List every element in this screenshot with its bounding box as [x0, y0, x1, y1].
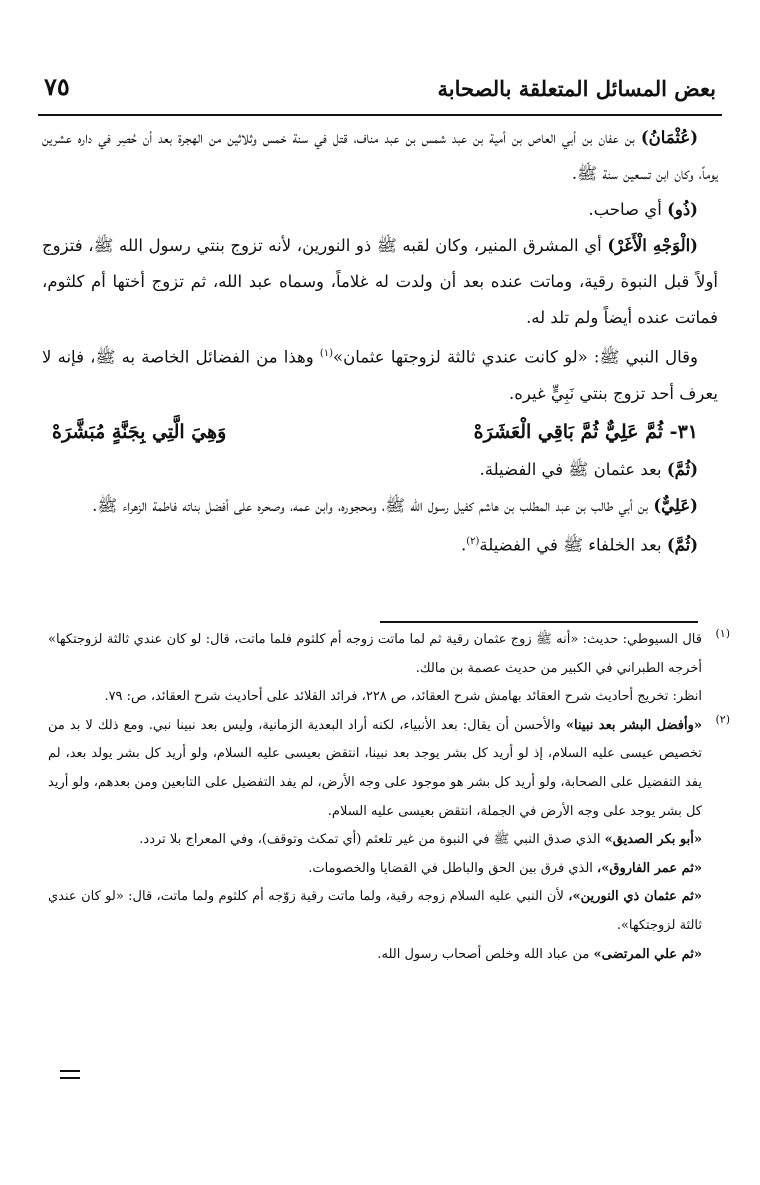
- paragraph-thumma-1: [42, 452, 718, 488]
- footnote-text: الذي صدق النبي ﷺ في النبوة من غير تلعثم (أي تمكث وتوقف)، وفي المعراج بلا تردد.: [139, 832, 605, 848]
- footnote-text: الذي فرق بين الحق والباطل في القضايا والخصومات.: [308, 860, 598, 876]
- paragraph-ali: [42, 488, 718, 524]
- footnote-2-umar: [48, 855, 708, 884]
- page-header: [38, 68, 722, 116]
- paragraph-text: بعد عثمان ﷺ في الفضيلة.: [479, 459, 667, 479]
- term-dhu: (ذُو): [667, 200, 698, 219]
- paragraph-text: وهذا من الفضائل الخاصة به ﷺ، فإنه لا يعرف أحد تزوج بنتي نَبِيٍّ غيره.: [42, 347, 718, 403]
- continuation-mark: [60, 1070, 80, 1079]
- verse-line: [42, 412, 718, 452]
- paragraph-text: أي المشرق المنير، وكان لقبه ﷺ ذو النورين، لأنه تزوج بنتي رسول الله ﷺ، فتزوج أولاً قبل النبوة رقية، وماتت عنده بعد أن ولدت له غلاماً، وسماه عبد الله، ثم تزوج أختها أم كلثوم، فماتت عنده أيضاً ولم تلد له.: [42, 236, 718, 327]
- term-uthman: (عُثْمَانُ): [640, 128, 698, 147]
- footnote-2-uthman: [48, 883, 708, 940]
- term-thumma: (ثُمَّ): [666, 535, 698, 554]
- term-ali: (عَلِيٌّ): [653, 495, 698, 515]
- paragraph-thumma-2: [42, 524, 718, 564]
- footnote-term: «ثم عمر الفاروق»،: [597, 860, 702, 876]
- footnote-2-ali: [48, 941, 708, 970]
- verse-first-hemistich: ٣١- ثُمَّ عَلِيٌّ ثُمَّ بَاقِي الْعَشَرَهْ: [473, 420, 698, 443]
- footnote-text: انظر: تخريج أحاديث شرح العقائد بهامش شرح العقائد، ص ٢٢٨، فرائد القلائد على أحاديث شرح العقائد، ص: ٧٩.: [104, 689, 702, 705]
- footnote-marker-1: (١): [715, 627, 730, 640]
- paragraph-dhu: [42, 192, 718, 228]
- footnote-text: قال السيوطي: حديث: «أنه ﷺ زوج عثمان رقية ثم لما ماتت زوجه أم كلثوم فلما ماتت، قال: لو كان عندي ثالثة لزوجتكها» أخرجه الطبراني في الكبير من حديث عصمة بن مالك.: [48, 632, 702, 676]
- footnote-ref-2[interactable]: (٢): [466, 535, 480, 547]
- footnote-2-abu-bakr: [48, 826, 708, 855]
- term-wajh: (الْوَجْهِ الْأَغَرْ): [607, 236, 698, 255]
- footnote-1-reference: [48, 683, 708, 712]
- verse-second-hemistich: وَهِيَ الَّتِي بِجَنَّةٍ مُبَشَّرَهْ: [52, 420, 227, 443]
- footnote-2: [48, 712, 730, 826]
- paragraph-uthman: [42, 120, 718, 192]
- main-text: [42, 120, 718, 563]
- paragraph-text: أي صاحب.: [588, 200, 668, 219]
- term-thumma: (ثُمَّ): [666, 459, 698, 479]
- paragraph-end: .: [460, 535, 467, 554]
- footnote-term: «وأفضل البشر بعد نبينا»: [565, 717, 702, 733]
- footnote-term: «أبو بكر الصديق»: [604, 832, 702, 848]
- paragraph-hadith: [42, 336, 718, 412]
- paragraph-wajh: [42, 228, 718, 336]
- paragraph-text: بعد الخلفاء ﷺ في الفضيلة: [479, 535, 667, 554]
- paragraph-text: بن أبي طالب بن عبد المطلب بن هاشم كفيل رسول الله ﷺ، ومحجوره، وابن عمه، وصحره على أفضل بناته فاطمة الزهراء ﷺ.: [92, 495, 654, 515]
- footnote-1: [48, 626, 730, 683]
- footnote-text: لأن النبي عليه السلام زوجه رقية، ولما ماتت رقية زوّجه أم كلثوم ولما ماتت، قال: «لو كان عندي ثالثة لزوجتكها».: [48, 889, 702, 933]
- paragraph-text: وقال النبي ﷺ: «لو كانت عندي ثالثة لزوجتها عثمان»: [333, 347, 698, 367]
- footnotes: [48, 626, 730, 969]
- footnote-term: «ثم عثمان ذي النورين»،: [568, 889, 703, 905]
- page-number: ٧٥: [44, 72, 70, 101]
- footnote-ref-1[interactable]: (١): [319, 348, 334, 359]
- footnote-separator: [380, 621, 698, 623]
- running-title: بعض المسائل المتعلقة بالصحابة: [437, 76, 716, 101]
- footnote-marker-2: (٢): [715, 712, 730, 726]
- footnote-term: «ثم علي المرتضى»: [593, 946, 702, 962]
- paragraph-text: بن عفان بن أبي العاص بن أمية بن عبد شمس بن عبد مناف، قتل في سنة خمس وثلاثين من الهجرة بعد أن حُصِر في داره عشرين يوماً، وكان ابن تسعين سنة ﷺ.: [42, 128, 718, 183]
- footnote-text: والأحسن أن يقال: بعد الأنبياء، لكنه أراد البعدية الزمانية، وليس بعد نبينا نبي. ومع ذلك لا بد من تخصيص عيسى عليه السلام، إذ لو أريد كل بشر يوجد بعد نبينا، انتقض بعيسى عليه السلام، ولو أريد كل بشر يولد بعد، لم يفد التفضيل على الصحابة، ولو أريد كل بشر هو موجود على وجه الأرض، لم يفد التفضيل على التابعين ومن بعدهم، ولو أريد كل بشر يوجد على وجه الأرض في الجملة، انتقض بعيسى عليه السلام.: [48, 717, 702, 819]
- footnote-text: من عباد الله وخلص أصحاب رسول الله.: [377, 946, 594, 962]
